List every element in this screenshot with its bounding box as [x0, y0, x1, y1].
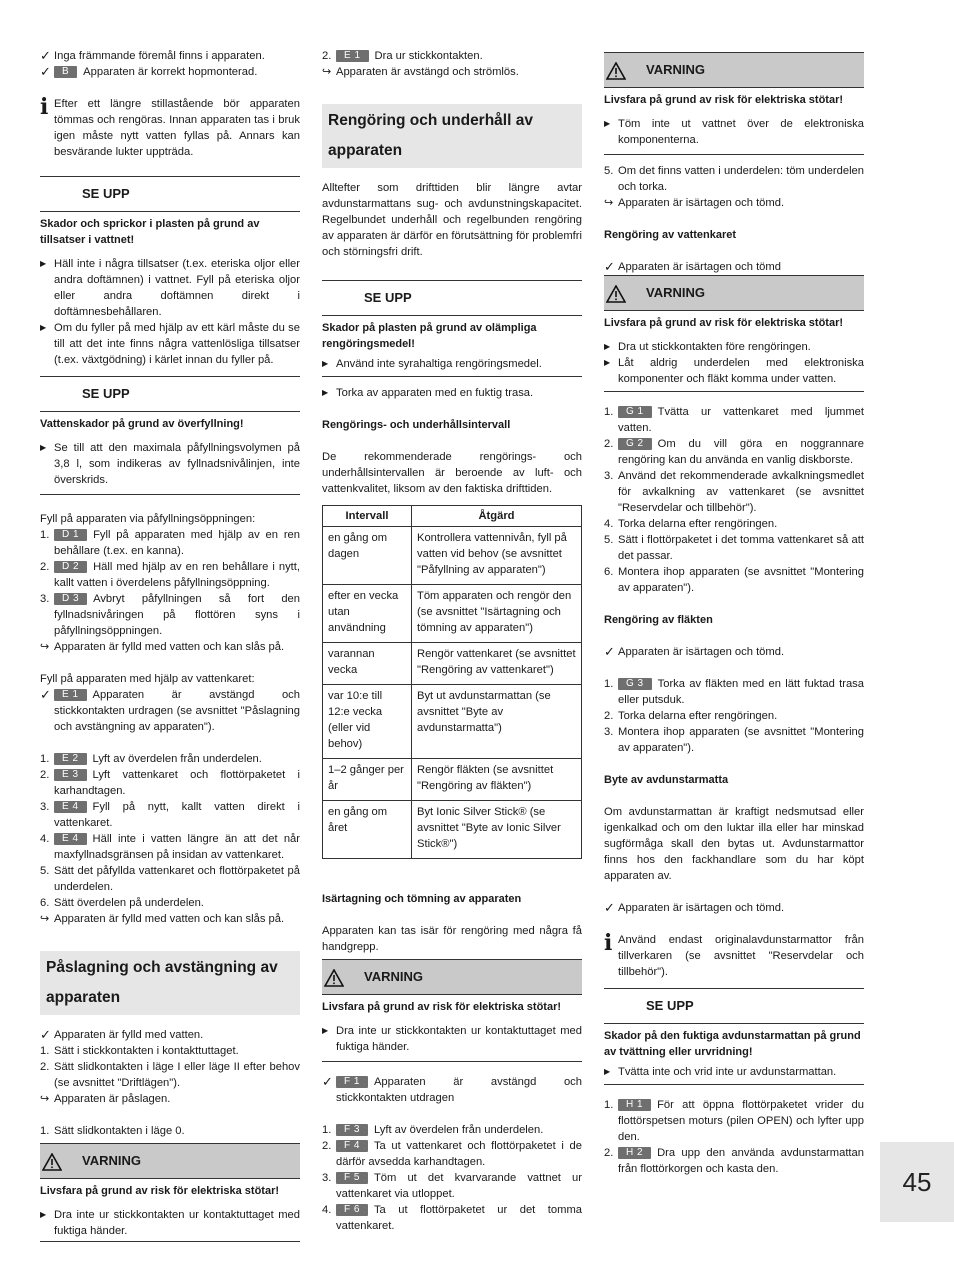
step-item: 3. D 3 Avbryt påfyllningen så fort den fyllnadsnivåringen på flottören syns i påfyllningsöppningen.: [40, 593, 300, 637]
step-item: 2. G 2 Om du vill göra en noggrannare rengöring kan du använda en vanlig diskborste.: [604, 438, 864, 466]
bullet-item: ▶ Använd inte syrahaltiga rengöringsmedel.: [322, 358, 542, 370]
check-item: ✓ B Apparaten är korrekt hopmonterad.: [40, 64, 258, 79]
paragraph: Om avdunstarmattan är kraftigt nedsmutsad eller igenkalkad och om den luktar illa eller har minskad sugförmåga skall den bytas ut. Avdunstarmattor finns hos den fackhandlare som du har köpt apparaten av.: [604, 806, 864, 882]
bullet-icon: ▶: [604, 119, 611, 128]
table-cell: Byt Ionic Silver Stick® (se avsnittet "Byte av Ionic Silver Stick®"): [412, 801, 582, 859]
step-item: 1. H 1 För att öppna flottörpaketet vrider du flottörspetsen moturs (pilen OPEN) och lyfter upp den.: [604, 1099, 864, 1143]
warning-triangle-icon: [606, 285, 626, 303]
step-item: 1. G 3 Torka av fläkten med en lätt fuktad trasa eller putsduk.: [604, 678, 864, 706]
table-row: [323, 759, 582, 801]
result-item: ↪ Apparaten är fylld med vatten och kan slås på.: [40, 641, 285, 653]
step-item: 4. Torka delarna efter rengöringen.: [604, 518, 778, 530]
step-item: 1. F 3 Lyft av överdelen från underdelen.: [322, 1124, 544, 1136]
bullet-icon: ▶: [604, 358, 611, 367]
result-arrow-icon: ↪: [322, 66, 332, 78]
table-cell: Rengör vattenkaret (se avsnittet "Rengöring av vattenkaret"): [412, 643, 582, 685]
step-item: 3. F 5 Töm ut det kvarvarande vattnet ur vattenkaret via utloppet.: [322, 1172, 582, 1200]
bullet-icon: ▶: [40, 1210, 47, 1219]
table-row: [323, 801, 582, 859]
table-row: [323, 643, 582, 685]
bullet-icon: ▶: [322, 1026, 329, 1035]
column-1: [40, 48, 300, 1242]
bullet-item: ▶ Låt aldrig underdelen med elektroniska komponenter och fläkt komma under vatten.: [604, 357, 864, 385]
checkmark-icon: ✓: [604, 900, 615, 915]
check-item: ✓ Inga främmande föremål finns i apparaten.: [40, 48, 265, 63]
figure-badge: F 3: [336, 1124, 368, 1136]
result-item: ↪ Apparaten är fylld med vatten och kan slås på.: [40, 913, 285, 925]
bullet-item: ▶ Töm inte ut vattnet över de elektroniska komponenterna.: [604, 118, 864, 146]
info-icon: i: [40, 94, 49, 120]
section-heading: Påslagning och avstängning av apparaten: [40, 951, 300, 1015]
warning-heading: VARNING: [604, 52, 864, 88]
interval-table: [322, 505, 582, 859]
table-row: [323, 585, 582, 643]
caution-heading: SE UPP: [40, 376, 300, 412]
bullet-icon: ▶: [40, 259, 47, 268]
check-item: ✓ F 1 Apparaten är avstängd och stickkontakten utdragen: [322, 1074, 582, 1104]
warning-heading: VARNING: [604, 275, 864, 311]
warning-triangle-icon: [42, 1153, 62, 1171]
bullet-item: ▶ Torka av apparaten med en fuktig trasa.: [322, 387, 534, 399]
table-header: Åtgärd: [412, 506, 582, 527]
bullet-item: ▶ Dra ut stickkontakten före rengöringen.: [604, 341, 811, 353]
table-cell: Rengör fläkten (se avsnittet "Rengöring av fläkten"): [412, 759, 582, 801]
step-item: 5. Om det finns vatten i underdelen: töm underdelen och torka.: [604, 165, 864, 193]
figure-badge: H 2: [618, 1147, 651, 1159]
table-cell: var 10:e till 12:e vecka (eller vid behov): [323, 685, 412, 759]
column-3: [604, 48, 864, 1177]
check-item: ✓ Apparaten är isärtagen och tömd: [604, 259, 781, 274]
caution-subtitle: Skador på plasten på grund av olämpliga rengöringsmedel!: [322, 322, 537, 350]
bullet-icon: ▶: [604, 342, 611, 351]
bullet-item: ▶ Dra inte ur stickkontakten ur kontaktuttaget med fuktiga händer.: [40, 1209, 300, 1237]
paragraph: Fyll på apparaten via påfyllningsöppningen:: [40, 513, 256, 525]
subheading: Rengöring av fläkten: [604, 614, 713, 626]
check-item: ✓ Apparaten är isärtagen och tömd.: [604, 644, 785, 659]
checkmark-icon: ✓: [40, 48, 51, 63]
figure-badge: D 3: [54, 593, 87, 605]
bullet-icon: ▶: [322, 388, 329, 397]
subheading: Byte av avdunstarmatta: [604, 774, 729, 786]
column-2: [322, 48, 582, 1234]
figure-badge: G 3: [618, 678, 652, 690]
check-item: ✓ Apparaten är isärtagen och tömd.: [604, 900, 785, 915]
result-arrow-icon: ↪: [604, 197, 614, 209]
page-number: 45: [880, 1142, 954, 1222]
bullet-item: ▶ Om du fyller på med hjälp av ett kärl måste du se till att det inte finns några vattenlösliga tillsatser (t.ex. växtgödning) i kärlet innan du fyller på.: [40, 322, 300, 366]
table-cell: en gång om året: [323, 801, 412, 859]
figure-badge: H 1: [618, 1099, 651, 1111]
step-item: 2. Torka delarna efter rengöringen.: [604, 710, 778, 722]
figure-badge: E 4: [54, 801, 87, 813]
step-item: 3. E 4 Fyll på nytt, kallt vatten direkt i vattenkaret.: [40, 801, 300, 829]
figure-badge: E 3: [54, 769, 87, 781]
bullet-icon: ▶: [40, 443, 47, 452]
step-item: 6. Montera ihop apparaten (se avsnittet "Montering av apparaten").: [604, 566, 864, 594]
paragraph: Fyll på apparaten med hjälp av vattenkaret:: [40, 673, 255, 685]
checkmark-icon: ✓: [604, 259, 615, 274]
figure-badge: G 2: [618, 438, 652, 450]
bullet-icon: ▶: [40, 323, 47, 332]
warning-subtitle: Livsfara på grund av risk för elektriska stötar!: [604, 317, 844, 329]
step-item: 1. G 1 Tvätta ur vattenkaret med ljummet vatten.: [604, 406, 864, 434]
warning-subtitle: Livsfara på grund av risk för elektriska stötar!: [604, 94, 844, 106]
step-item: 2. E 1 Dra ur stickkontakten.: [322, 50, 483, 62]
checkmark-icon: ✓: [322, 1074, 333, 1089]
checkmark-icon: ✓: [40, 64, 51, 79]
subheading: Rengöring av vattenkaret: [604, 229, 737, 241]
table-cell: en gång om dagen: [323, 527, 412, 585]
caution-heading: SE UPP: [604, 988, 864, 1024]
step-item: 2. D 2 Häll med hjälp av en ren behållare i nytt, kallt vatten i överdelens påfyllningsöppning.: [40, 561, 300, 589]
checkmark-icon: ✓: [40, 687, 51, 702]
bullet-item: ▶ Häll inte i några tillsatser (t.ex. eteriska oljor eller andra doftämnen) i vattnet. Fyll på eteriska oljor eller andra doftämnen direkt i doftämnesbehållaren.: [40, 258, 300, 318]
checkmark-icon: ✓: [604, 644, 615, 659]
figure-badge: E 1: [336, 50, 369, 62]
result-item: ↪ Apparaten är avstängd och strömlös.: [322, 66, 519, 78]
subheading: Isärtagning och tömning av apparaten: [322, 893, 522, 905]
section-heading: Rengöring och underhåll av apparaten: [322, 104, 582, 168]
info-note: i Efter ett längre stillastående bör apparaten tömmas och rengöras. Innan apparaten tas i bruk igen måste nytt vatten fyllas på. Annars kan besvärande lukter uppträda.: [40, 94, 300, 158]
paragraph: De rekommenderade rengörings- och underhållsintervallen är beroende av luft- och vattenkvalitet, liksom av den faktiska drifttiden.: [322, 451, 582, 495]
bullet-icon: ▶: [604, 1067, 611, 1076]
subheading: Rengörings- och underhållsintervall: [322, 419, 511, 431]
table-cell: varannan vecka: [323, 643, 412, 685]
table-row: [323, 685, 582, 759]
warning-triangle-icon: [606, 62, 626, 80]
figure-badge: G 1: [618, 406, 652, 418]
bullet-item: ▶ Se till att den maximala påfyllningsvolymen på 3,8 l, som indikeras av fyllnadsnivålinjen, inte överskrids.: [40, 442, 300, 486]
step-item: 1. Sätt i stickkontakten i kontakttuttaget.: [40, 1045, 239, 1057]
warning-subtitle: Livsfara på grund av risk för elektriska stötar!: [40, 1185, 280, 1197]
step-item: 6. Sätt överdelen på underdelen.: [40, 897, 204, 909]
step-item: 1. D 1 Fyll på apparaten med hjälp av en ren behållare (t.ex. en kanna).: [40, 529, 300, 557]
check-item: ✓ Apparaten är fylld med vatten.: [40, 1027, 204, 1042]
step-item: 2. F 4 Ta ut vattenkaret och flottörpaketet i de därför avsedda karhandtagen.: [322, 1140, 582, 1168]
table-cell: Kontrollera vattennivån, fyll på vatten vid behov (se avsnittet "Påfyllning av apparaten"): [412, 527, 582, 585]
step-item: 2. H 2 Dra upp den använda avdunstarmattan från flottörkorgen och kasta den.: [604, 1147, 864, 1175]
step-item: 2. E 3 Lyft vattenkaret och flottörpaketet i karhandtagen.: [40, 769, 300, 797]
result-item: ↪ Apparaten är påslagen.: [40, 1093, 171, 1105]
warning-heading: VARNING: [322, 959, 582, 995]
warning-subtitle: Livsfara på grund av risk för elektriska stötar!: [322, 1001, 562, 1013]
result-arrow-icon: ↪: [40, 641, 50, 653]
figure-badge: F 5: [336, 1172, 368, 1184]
step-item: 1. E 2 Lyft av överdelen från underdelen.: [40, 753, 262, 765]
step-item: 3. Montera ihop apparaten (se avsnittet "Montering av apparaten").: [604, 726, 864, 754]
info-icon: i: [604, 930, 613, 956]
table-row: [323, 527, 582, 585]
info-note: i Använd endast originalavdunstarmattor från tillverkaren (se avsnittet "Reservdelar och tillbehör").: [604, 930, 864, 978]
caution-subtitle: Skador på den fuktiga avdunstarmattan på grund av tvättning eller urvridning!: [604, 1030, 861, 1058]
result-item: ↪ Apparaten är isärtagen och tömd.: [604, 197, 785, 209]
bullet-item: ▶ Dra inte ur stickkontakten ur kontaktuttaget med fuktiga händer.: [322, 1025, 582, 1053]
figure-badge: D 2: [54, 561, 87, 573]
step-item: 3. Använd det rekommenderade avkalkningsmedlet för avkalkning av vattenkaret (se avsnittet "Reservdelar och tillbehör").: [604, 470, 864, 514]
step-item: 2. Sätt slidkontakten i läge I eller läge II efter behov (se avsnittet "Driftlägen").: [40, 1061, 300, 1089]
caution-subtitle: Skador och sprickor i plasten på grund av tillsatser i vattnet!: [40, 218, 260, 246]
caution-heading: SE UPP: [322, 280, 582, 316]
paragraph: Apparaten kan tas isär för rengöring med några få handgrepp.: [322, 925, 582, 953]
table-header-row: [323, 506, 582, 527]
step-item: 4. E 4 Häll inte i vatten längre än att det når maxfyllnadsgränsen på insidan av vattenkaret.: [40, 833, 300, 861]
check-item: ✓ E 1 Apparaten är avstängd och stickkontakten urdragen (se avsnittet "Påslagning och avstängning av apparaten").: [40, 687, 300, 733]
caution-subtitle: Vattenskador på grund av överfyllning!: [40, 418, 244, 430]
table-cell: Töm apparaten och rengör den (se avsnittet "Isärtagning och tömning av apparaten"): [412, 585, 582, 643]
figure-badge: F 6: [336, 1204, 368, 1216]
figure-badge: E 2: [54, 753, 87, 765]
figure-badge: B: [54, 66, 77, 78]
checkmark-icon: ✓: [40, 1027, 51, 1042]
figure-badge: F 4: [336, 1140, 368, 1152]
step-item: 5. Sätt i flottörpaketet i det tomma vattenkaret så att det passar.: [604, 534, 864, 562]
table-cell: efter en vecka utan användning: [323, 585, 412, 643]
figure-badge: E 4: [54, 833, 87, 845]
table-cell: 1–2 gånger per år: [323, 759, 412, 801]
table-header: Intervall: [323, 506, 412, 527]
bullet-icon: ▶: [322, 359, 329, 368]
warning-triangle-icon: [324, 969, 344, 987]
paragraph: Alltefter som drifttiden blir längre avtar avdunstarmattans sug- och avdunstningskapacitet. Regelbundet underhåll och regelbunden rengöring av apparaten är därför en förutsättning för problemfri och störningsfri drift.: [322, 182, 582, 258]
step-item: 5. Sätt det påfyllda vattenkaret och flottörpaketet på underdelen.: [40, 865, 300, 893]
result-arrow-icon: ↪: [40, 913, 50, 925]
result-arrow-icon: ↪: [40, 1093, 50, 1105]
bullet-item: ▶ Tvätta inte och vrid inte ur avdunstarmattan.: [604, 1066, 837, 1078]
step-item: 1. Sätt slidkontakten i läge 0.: [40, 1125, 185, 1137]
figure-badge: E 1: [54, 689, 87, 701]
warning-heading: VARNING: [40, 1143, 300, 1179]
caution-heading: SE UPP: [40, 176, 300, 212]
step-item: 4. F 6 Ta ut flottörpaketet ur det tomma vattenkaret.: [322, 1204, 582, 1232]
figure-badge: D 1: [54, 529, 87, 541]
table-cell: Byt ut avdunstarmattan (se avsnittet "Byte av avdunstarmatta"): [412, 685, 582, 759]
figure-badge: F 1: [336, 1076, 368, 1088]
